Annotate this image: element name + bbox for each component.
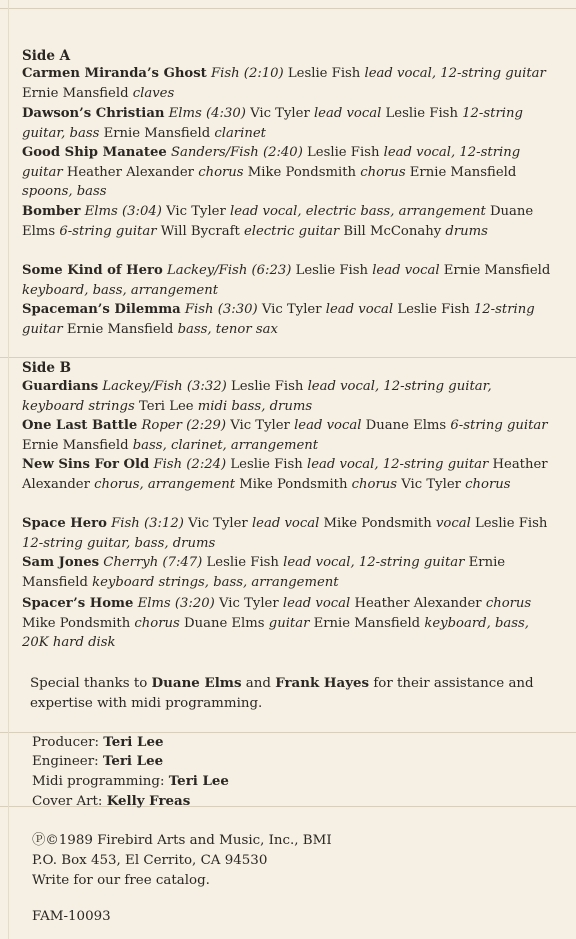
track-entry bbox=[22, 553, 552, 592]
track-title: Space Hero bbox=[22, 516, 107, 531]
track-writer: Elms bbox=[168, 106, 202, 121]
track-duration: (2:40) bbox=[262, 145, 303, 160]
track-writer: Lackey/Fish bbox=[166, 263, 248, 278]
side-a-heading: Side A bbox=[22, 48, 71, 64]
performer-role: bass, tenor sax bbox=[177, 321, 278, 337]
performer-role: lead vocal, 12-string guitar bbox=[22, 145, 521, 180]
midi-programming-credit: Midi programming: Teri Lee bbox=[32, 773, 229, 789]
track-entry bbox=[22, 455, 552, 494]
fold-line bbox=[0, 357, 576, 358]
performer-role: claves bbox=[132, 85, 175, 101]
performer-role: 12-string guitar bbox=[22, 302, 535, 337]
performer-name: Vic Tyler bbox=[250, 106, 310, 121]
performer-name: Heather Alexander bbox=[354, 596, 482, 611]
thanks-name: Frank Hayes bbox=[275, 675, 370, 691]
thanks-and: and bbox=[245, 676, 271, 691]
track-writer: Lackey/Fish bbox=[102, 379, 183, 394]
track-title: Dawson’s Christian bbox=[22, 106, 165, 121]
track-title: Carmen Miranda’s Ghost bbox=[22, 66, 207, 81]
performer-role: 12-string guitar, bass, drums bbox=[22, 535, 216, 551]
performer-name: Duane Elms bbox=[184, 615, 265, 631]
producer-credit: Producer: Teri Lee bbox=[32, 734, 164, 750]
thanks-suffix: for their assistance and expertise with midi programming. bbox=[30, 676, 534, 711]
performer-name: Will Bycraft bbox=[160, 223, 240, 239]
track-duration: (3:32) bbox=[186, 379, 227, 394]
performer-role: guitar bbox=[268, 615, 310, 631]
performer-name: Ernie Mansfield bbox=[22, 85, 129, 101]
performer-role: chorus bbox=[351, 476, 398, 492]
track-title: New Sins For Old bbox=[22, 457, 150, 472]
performer-role: chorus bbox=[134, 615, 180, 631]
performer-role: lead vocal bbox=[251, 516, 320, 531]
special-thanks bbox=[30, 673, 560, 714]
performer-name: Leslie Fish bbox=[385, 106, 458, 121]
track-writer: Elms bbox=[84, 204, 118, 219]
performer-name: Ernie Mansfield bbox=[22, 437, 129, 453]
catalog-offer-line: Write for our free catalog. bbox=[32, 873, 210, 888]
track-title: Some Kind of Hero bbox=[22, 263, 163, 278]
performer-role: chorus bbox=[198, 164, 244, 180]
performer-role: bass, clarinet, arrangement bbox=[132, 437, 319, 453]
track-title: Sam Jones bbox=[22, 555, 100, 570]
performer-name: Ernie Mansfield bbox=[103, 125, 211, 141]
track-writer: Fish bbox=[184, 302, 214, 317]
performer-role: keyboard strings, bass, arrangement bbox=[92, 574, 339, 590]
track-title: Bomber bbox=[22, 204, 81, 219]
performer-name: Vic Tyler bbox=[230, 418, 290, 433]
cover-art-credit: Cover Art: Kelly Freas bbox=[32, 793, 191, 809]
performer-role: lead vocal, 12-string guitar bbox=[364, 66, 546, 81]
track-entry bbox=[22, 514, 552, 553]
track-entry bbox=[22, 261, 552, 300]
catalog-number: FAM-10093 bbox=[32, 909, 111, 924]
performer-name: Bill McConahy bbox=[343, 223, 442, 239]
performer-name: Vic Tyler bbox=[401, 476, 461, 492]
track-title: Spaceman’s Dilemma bbox=[22, 302, 181, 317]
track-entry bbox=[22, 104, 552, 143]
performer-name: Vic Tyler bbox=[219, 596, 279, 611]
thanks-prefix: Special thanks to bbox=[30, 676, 148, 691]
performer-role: chorus bbox=[465, 476, 511, 492]
performer-name: Heather Alexander bbox=[22, 457, 548, 492]
track-duration: (3:20) bbox=[174, 596, 215, 611]
performer-role: 6-string guitar bbox=[59, 223, 157, 239]
performer-role: clarinet bbox=[214, 125, 266, 141]
track-duration: (3:12) bbox=[143, 516, 184, 531]
track-entry bbox=[22, 377, 552, 416]
performer-role: 12-string guitar, bass bbox=[22, 106, 523, 141]
performer-role: lead vocal bbox=[294, 418, 362, 433]
track-writer: Sanders/Fish bbox=[170, 145, 259, 160]
track-writer: Fish bbox=[153, 457, 183, 472]
performer-role: keyboard, bass, arrangement bbox=[22, 282, 219, 298]
engineer-credit: Engineer: Teri Lee bbox=[32, 753, 164, 769]
performer-name: Leslie Fish bbox=[475, 516, 548, 531]
track-entry bbox=[22, 594, 552, 653]
thanks-name: Duane Elms bbox=[151, 675, 242, 691]
performer-name: Ernie Mansfield bbox=[313, 615, 421, 631]
performer-name: Ernie Mansfield bbox=[22, 555, 506, 590]
performer-role: lead vocal bbox=[313, 106, 382, 121]
edge-line bbox=[8, 0, 9, 939]
track-duration: (2:24) bbox=[186, 457, 227, 472]
performer-role: vocal bbox=[435, 516, 471, 531]
performer-name: Vic Tyler bbox=[261, 302, 322, 317]
performer-role: lead vocal bbox=[282, 596, 351, 611]
track-duration: (3:04) bbox=[122, 204, 162, 219]
track-duration: (6:23) bbox=[251, 263, 292, 278]
track-entry bbox=[22, 143, 552, 202]
performer-name: Vic Tyler bbox=[166, 204, 226, 219]
track-duration: (2:29) bbox=[186, 418, 226, 433]
performer-name: Duane Elms bbox=[22, 204, 534, 239]
performer-role: midi bass, drums bbox=[197, 398, 313, 414]
fold-line bbox=[0, 8, 576, 9]
performer-role: keyboard, bass, 20K hard disk bbox=[22, 615, 529, 651]
performer-name: Leslie Fish bbox=[397, 302, 470, 317]
performer-name: Mike Pondsmith bbox=[247, 164, 356, 180]
performer-name: Mike Pondsmith bbox=[323, 516, 432, 531]
performer-name: Leslie Fish bbox=[295, 263, 369, 278]
copyright-line: Ⓟ©1989 Firebird Arts and Music, Inc., BMI bbox=[32, 833, 332, 848]
performer-name: Mike Pondsmith bbox=[22, 615, 131, 631]
performer-role: drums bbox=[445, 223, 488, 239]
track-writer: Fish bbox=[210, 66, 240, 81]
performer-role: lead vocal, 12-string guitar bbox=[306, 457, 489, 472]
performer-role: chorus bbox=[485, 596, 532, 611]
performer-name: Leslie Fish bbox=[206, 555, 279, 570]
track-entry bbox=[22, 64, 552, 103]
track-writer: Cherryh bbox=[103, 555, 159, 570]
track-duration: (4:30) bbox=[205, 106, 246, 121]
performer-name: Mike Pondsmith bbox=[239, 476, 348, 492]
performer-role: lead vocal, 12-string guitar, keyboard strings bbox=[22, 379, 492, 414]
performer-name: Leslie Fish bbox=[230, 457, 303, 472]
track-entry bbox=[22, 300, 552, 339]
track-writer: Fish bbox=[111, 516, 140, 531]
performer-role: lead vocal, 12-string guitar bbox=[283, 555, 465, 570]
performer-role: lead vocal bbox=[372, 263, 440, 278]
performer-role: spoons, bass bbox=[22, 184, 107, 200]
performer-role: chorus bbox=[360, 164, 406, 180]
track-title: Spacer’s Home bbox=[22, 596, 134, 611]
performer-name: Leslie Fish bbox=[307, 145, 380, 160]
address-line: P.O. Box 453, El Cerrito, CA 94530 bbox=[32, 853, 268, 868]
track-duration: (3:30) bbox=[217, 302, 258, 317]
performer-name: Leslie Fish bbox=[230, 379, 304, 394]
performer-name: Teri Lee bbox=[138, 398, 194, 414]
performer-name: Leslie Fish bbox=[287, 66, 361, 81]
track-duration: (2:10) bbox=[243, 66, 284, 81]
performer-name: Heather Alexander bbox=[66, 164, 194, 180]
performer-role: lead vocal, electric bass, arrangement bbox=[229, 204, 486, 219]
performer-name: Vic Tyler bbox=[188, 516, 248, 531]
track-duration: (7:47) bbox=[162, 555, 203, 570]
track-writer: Elms bbox=[137, 596, 171, 611]
track-entry bbox=[22, 416, 552, 455]
performer-name: Duane Elms bbox=[365, 418, 447, 433]
track-title: Good Ship Manatee bbox=[22, 145, 167, 160]
track-title: One Last Battle bbox=[22, 418, 138, 433]
performer-role: lead vocal bbox=[325, 302, 394, 317]
side-b-heading: Side B bbox=[22, 360, 72, 376]
performer-role: chorus, arrangement bbox=[94, 476, 236, 492]
performer-name: Ernie Mansfield bbox=[443, 263, 551, 278]
performer-role: electric guitar bbox=[243, 223, 340, 239]
track-entry bbox=[22, 202, 552, 241]
performer-name: Ernie Mansfield bbox=[66, 321, 174, 337]
performer-name: Ernie Mansfield bbox=[409, 164, 517, 180]
track-writer: Roper bbox=[141, 418, 182, 433]
performer-role: 6-string guitar bbox=[450, 418, 548, 433]
track-title: Guardians bbox=[22, 379, 99, 394]
